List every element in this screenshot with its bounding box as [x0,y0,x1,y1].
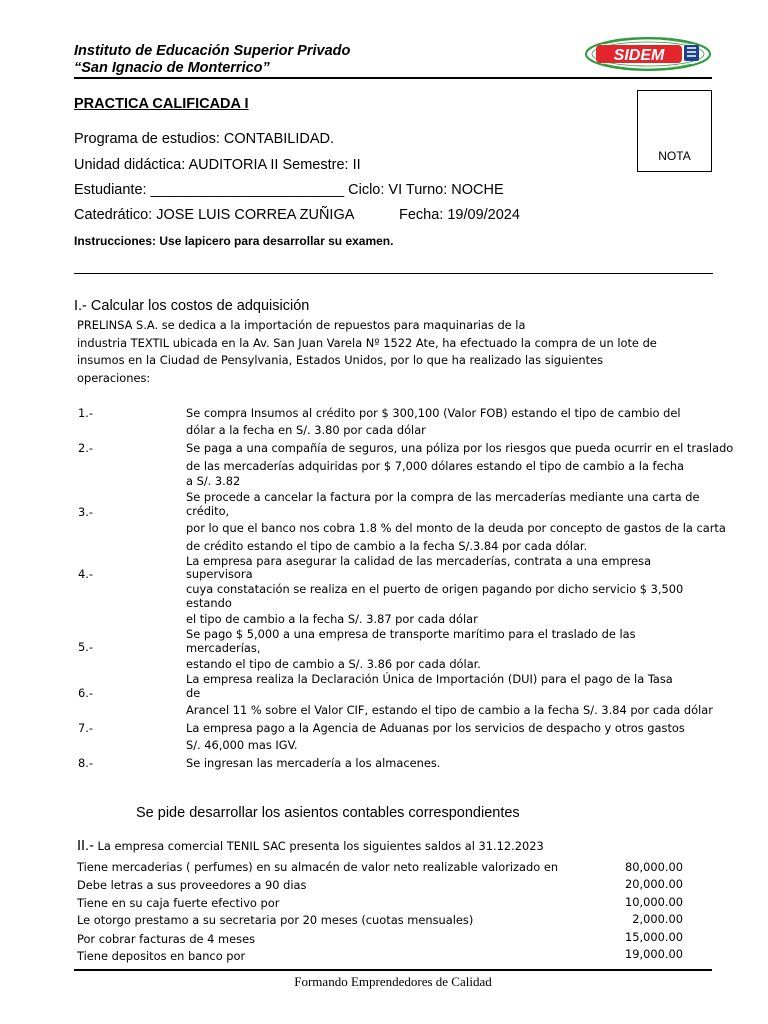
operation-text: supervisora [186,567,253,581]
operation-number: 3.- [78,505,93,519]
exam-title: PRACTICA CALIFICADA I [74,96,249,112]
operation-text: cuya constatación se realiza en el puerto de origen pagando por dicho servicio $ 3,500 [186,582,684,596]
intro-line: insumos en la Ciudad de Pensylvania, Estados Unidos, por lo que ha realizado las siguientes [77,353,604,367]
operation-text: S/. 46,000 mas IGV. [186,738,298,752]
balance-amount: 20,000.00 [625,877,683,891]
program-line: Programa de estudios: CONTABILIDAD. [74,131,335,147]
operation-text: Se ingresan las mercadería a los almacenes. [186,756,441,770]
operation-text: La empresa para asegurar la calidad de las mercaderías, contrata a una empresa [186,554,652,568]
balance-amount: 19,000.00 [625,947,683,961]
operation-number: 6.- [78,686,93,700]
balance-amount: 10,000.00 [625,895,683,909]
operation-text: Se paga a una compañía de seguros, una póliza por los riesgos que pueda ocurrir en el traslado [186,441,734,455]
logo-text: SIDEM [613,47,665,64]
operation-text: de las mercaderías adquiridas por $ 7,000 dólares estando el tipo de cambio a la fecha [186,459,685,473]
operation-text: a S/. 3.82 [186,474,241,488]
section2-number: II.- [77,838,94,854]
header-divider [74,77,712,79]
footer-divider [74,969,712,971]
operation-number: 5.- [78,640,93,654]
operation-text: Arancel 11 % sobre el Valor CIF, estando el tipo de cambio a la fecha S/. 3.84 por cada dólar [186,703,713,717]
operation-number: 7.- [78,721,93,735]
operation-number: 1.- [78,406,93,420]
operation-text: Se procede a cancelar la factura por la compra de las mercaderías mediante una carta de [186,490,700,504]
operation-text: mercaderías, [186,641,261,655]
balance-label: Tiene depositos en banco por [77,949,246,963]
balance-label: Debe letras a sus proveedores a 90 dias [77,878,307,892]
operation-number: 8.- [78,756,93,770]
operation-text: Se pago $ 5,000 a una empresa de transporte marítimo para el traslado de las [186,627,636,641]
task-statement: Se pide desarrollar los asientos contables correspondientes [136,805,520,821]
balance-label: Le otorgo prestamo a su secretaria por 20 meses (cuotas mensuales) [77,913,474,927]
balance-label: Por cobrar facturas de 4 meses [77,932,256,946]
operation-text: dólar a la fecha en S/. 3.80 por cada dólar [186,423,426,437]
footer-slogan: Formando Emprendedores de Calidad [294,974,492,989]
grade-box [637,90,712,172]
operation-text: estando [186,596,232,610]
institution-subtitle: “San Ignacio de Monterrico” [74,60,270,76]
instructions: Instrucciones: Use lapicero para desarrollar su examen. [74,234,394,248]
intro-line: industria TEXTIL ubicada en la Av. San Juan Varela Nº 1522 Ate, ha efectuado la compra de un lote de [77,336,657,350]
section2-text: La empresa comercial TENIL SAC presenta los siguientes saldos al 31.12.2023 [93,839,544,853]
intro-line: operaciones: [77,371,151,385]
operation-text: La empresa realiza la Declaración Única de Importación (DUI) para el pago de la Tasa [186,672,673,686]
operation-text: crédito, [186,504,230,518]
section1-heading: I.- Calcular los costos de adquisición [74,298,310,314]
sidem-logo [584,36,712,72]
balance-label: Tiene en su caja fuerte efectivo por [77,896,280,910]
intro-line: PRELINSA S.A. se dedica a la importación de repuestos para maquinarias de la [77,318,526,332]
exam-date: Fecha: 19/09/2024 [399,207,520,223]
institution-name: Instituto de Educación Superior Privado [74,43,351,59]
operation-number: 2.- [78,441,93,455]
balance-amount: 80,000.00 [625,860,683,874]
student-line: Estudiante: ________________________ Ciclo: VI Turno: NOCHE [74,182,504,198]
operation-text: de [186,686,201,700]
section2-heading [77,838,544,854]
grade-label: NOTA [658,149,691,163]
operation-number: 4.- [78,567,93,581]
balance-amount: 15,000.00 [625,930,683,944]
operation-text: La empresa pago a la Agencia de Aduanas por los servicios de despacho y otros gastos [186,721,685,735]
unit-line: Unidad didáctica: AUDITORIA II Semestre: II [74,157,361,173]
balance-label: Tiene mercaderias ( perfumes) en su almacén de valor neto realizable valorizado en [77,860,559,874]
operation-text: por lo que el banco nos cobra 1.8 % del monto de la deuda por concepto de gastos de la carta [186,521,726,535]
operation-text: el tipo de cambio a la fecha S/. 3.87 por cada dólar [186,612,478,626]
operation-text: de crédito estando el tipo de cambio a la fecha S/.3.84 por cada dólar. [186,539,588,553]
operation-text: Se compra Insumos al crédito por $ 300,100 (Valor FOB) estando el tipo de cambio del [186,406,681,420]
teacher-line: Catedrático: JOSE LUIS CORREA ZUÑIGA [74,207,355,223]
section-divider [74,273,713,274]
operation-text: estando el tipo de cambio a S/. 3.86 por cada dólar. [186,657,481,671]
balance-amount: 2,000.00 [632,912,683,926]
